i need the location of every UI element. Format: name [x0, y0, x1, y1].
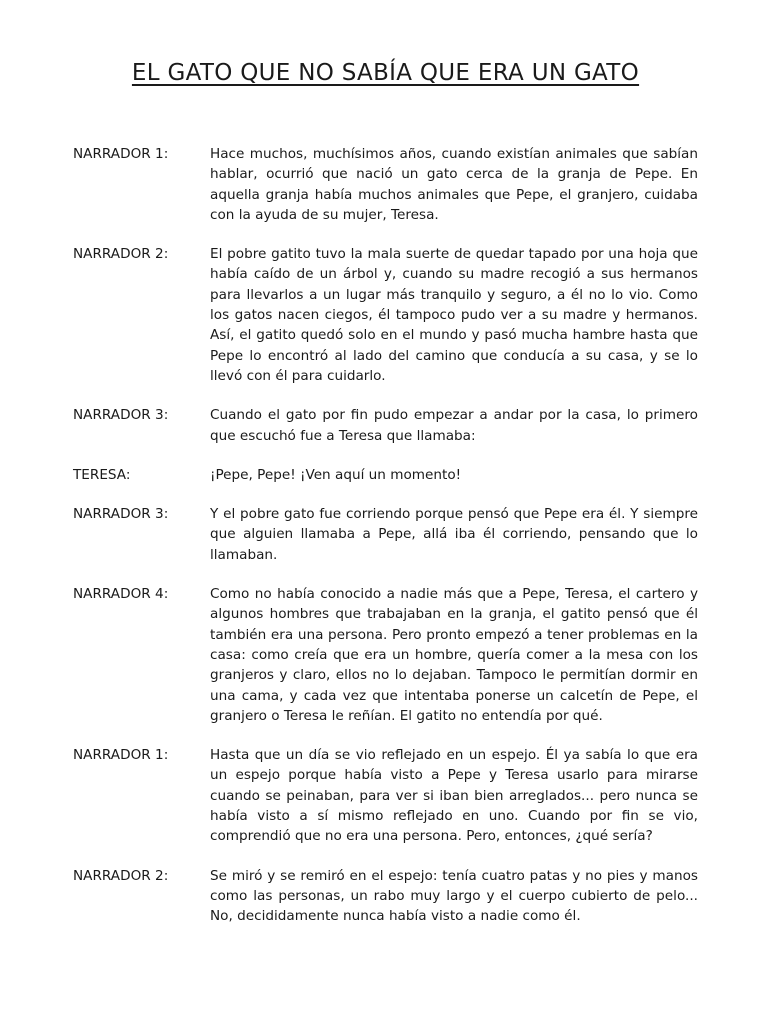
- script-entry: [73, 866, 698, 927]
- speaker-label: NARRADOR 1:: [73, 146, 169, 162]
- script-entry: [73, 745, 698, 846]
- script-entry: [73, 244, 698, 386]
- dialogue-text: El pobre gatito tuvo la mala suerte de quedar tapado por una hoja que había caído de un árbol y, cuando su madre recogió a sus hermanos para llevarlos a un lugar más tranquilo y seguro, a él no lo vio. Como los gatos nacen ciegos, él tampoco pudo ver a su madre y hermanos. Así, el gatito quedó solo en el mundo y pasó mucha hambre hasta que Pepe lo encontró al lado del camino que conducía a su casa, y se lo llevó con él para cuidarlo.: [210, 246, 698, 384]
- script-entry: [73, 144, 698, 225]
- speaker-label: NARRADOR 3:: [73, 506, 169, 523]
- dialogue-text: Se miró y se remiró en el espejo: tenía cuatro patas y no pies y manos como las personas, un rabo muy largo y el cuerpo cubierto de pelo... No, decididamente nunca había visto a nadie como él.: [210, 867, 698, 925]
- dialogue-text: Hasta que un día se vio reflejado en un espejo. Él ya sabía lo que era un espejo porque había visto a Pepe y Teresa usarlo para mirarse cuando se peinaban, para ver si iban bien arreglados... pero nunca se había visto a sí mismo reflejado en uno. Cuando por fin se vio, comprendió que no era una persona. Pero, entonces, ¿qué sería?: [210, 747, 698, 845]
- speaker-label: NARRADOR 3:: [73, 407, 169, 424]
- document-title: EL GATO QUE NO SABÍA QUE ERA UN GATO: [131, 60, 640, 86]
- script-entry: [73, 504, 698, 565]
- speaker-label: NARRADOR 1:: [73, 747, 169, 764]
- dialogue-text: ¡Pepe, Pepe! ¡Ven aquí un momento!: [210, 466, 462, 483]
- dialogue-text: Como no había conocido a nadie más que a Pepe, Teresa, el cartero y algunos hombres que trabajaban en la granja, el gatito pensó que él también era una persona. Pero pronto empezó a tener problemas en la casa: como creía que era un hombre, quería comer a la mesa con los granjeros y claro, ellos no lo dejaban. Tampoco le permitían dormir en una cama, y cada vez que intentaba ponerse un calcetín de Pepe, el granjero o Teresa le reñían. El gatito no entendía por qué.: [210, 586, 698, 724]
- script-entry: [73, 405, 698, 446]
- dialogue-text: Y el pobre gato fue corriendo porque pensó que Pepe era él. Y siempre que alguien llamaba a Pepe, allá iba él corriendo, pensando que lo llamaban.: [210, 506, 698, 563]
- script-entry: [73, 465, 698, 485]
- speaker-label: NARRADOR 2:: [73, 246, 169, 263]
- dialogue-text: Hace muchos, muchísimos años, cuando existían animales que sabían hablar, ocurrió que nació un gato cerca de la granja de Pepe. En aquella granja había muchos animales que Pepe, el granjero, cuidaba con la ayuda de su mujer, Teresa.: [210, 146, 698, 223]
- dialogue-text: Cuando el gato por fin pudo empezar a andar por la casa, lo primero que escuchó fue a Teresa que llamaba:: [210, 407, 698, 444]
- speaker-label: NARRADOR 2:: [73, 867, 169, 884]
- speaker-label: TERESA:: [73, 466, 131, 483]
- speaker-label: NARRADOR 4:: [73, 586, 169, 603]
- script-entry: [73, 584, 698, 726]
